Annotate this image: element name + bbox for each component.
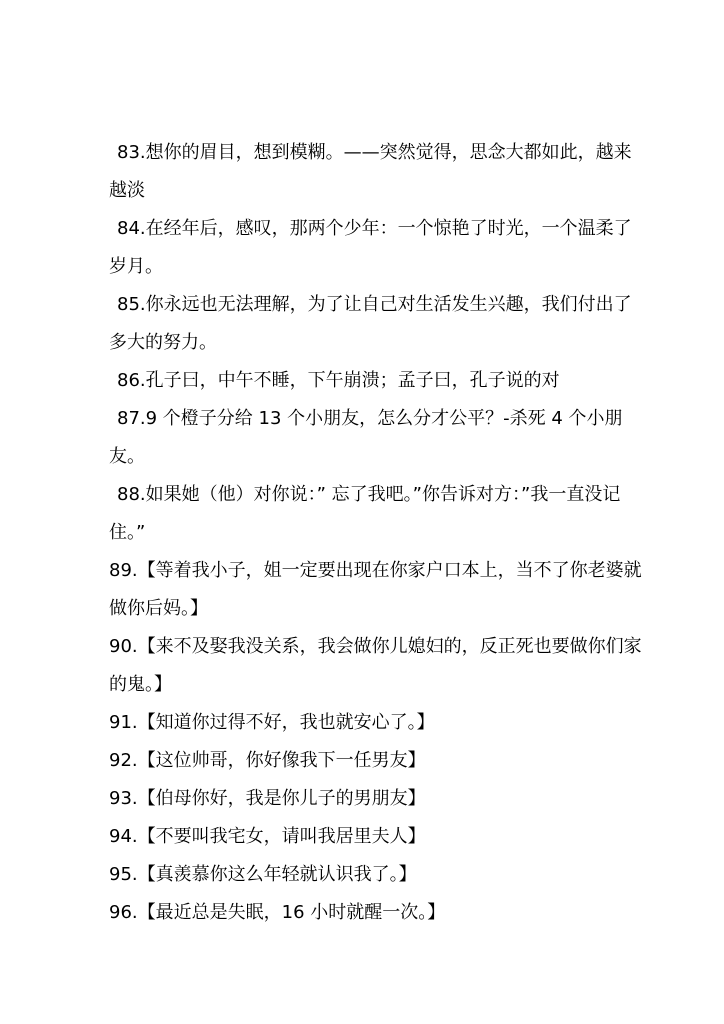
paragraph-96: 96.【最近总是失眠，16 小时就醒一次。】 — [109, 902, 446, 923]
paragraph-85: 85.你永远也无法理解，为了让自己对生活发生兴趣，我们付出了多大的努力。 — [109, 294, 632, 353]
paragraph-89: 89.【等着我小子，姐一定要出现在你家户口本上，当不了你老婆就做你后妈。】 — [109, 560, 642, 619]
paragraph-86: 86.孔子曰，中午不睡，下午崩溃；孟子曰，孔子说的对 — [117, 370, 560, 391]
paragraph-92: 92.【这位帅哥，你好像我下一任男友】 — [109, 750, 426, 771]
paragraph-90: 90.【来不及娶我没关系，我会做你儿媳妇的，反正死也要做你们家的鬼。】 — [109, 636, 642, 695]
paragraph-87: 87.9 个橙子分给 13 个小朋友，怎么分才公平？-杀死 4 个小朋友。 — [109, 408, 623, 467]
paragraph-94: 94.【不要叫我宅女，请叫我居里夫人】 — [109, 826, 426, 847]
document-body — [109, 134, 649, 932]
paragraph-88: 88.如果她（他）对你说：” 忘了我吧。”你告诉对方：”我一直没记住。” — [109, 484, 621, 543]
paragraph-93: 93.【伯母你好，我是你儿子的男朋友】 — [109, 788, 426, 809]
paragraph-91: 91.【知道你过得不好，我也就安心了。】 — [109, 712, 435, 733]
paragraph-84: 84.在经年后，感叹，那两个少年：一个惊艳了时光，一个温柔了岁月。 — [109, 218, 632, 277]
paragraph-83: 83.想你的眉目，想到模糊。——突然觉得，思念大都如此，越来越淡 — [109, 142, 632, 201]
paragraph-95: 95.【真羡慕你这么年轻就认识我了。】 — [109, 864, 417, 885]
